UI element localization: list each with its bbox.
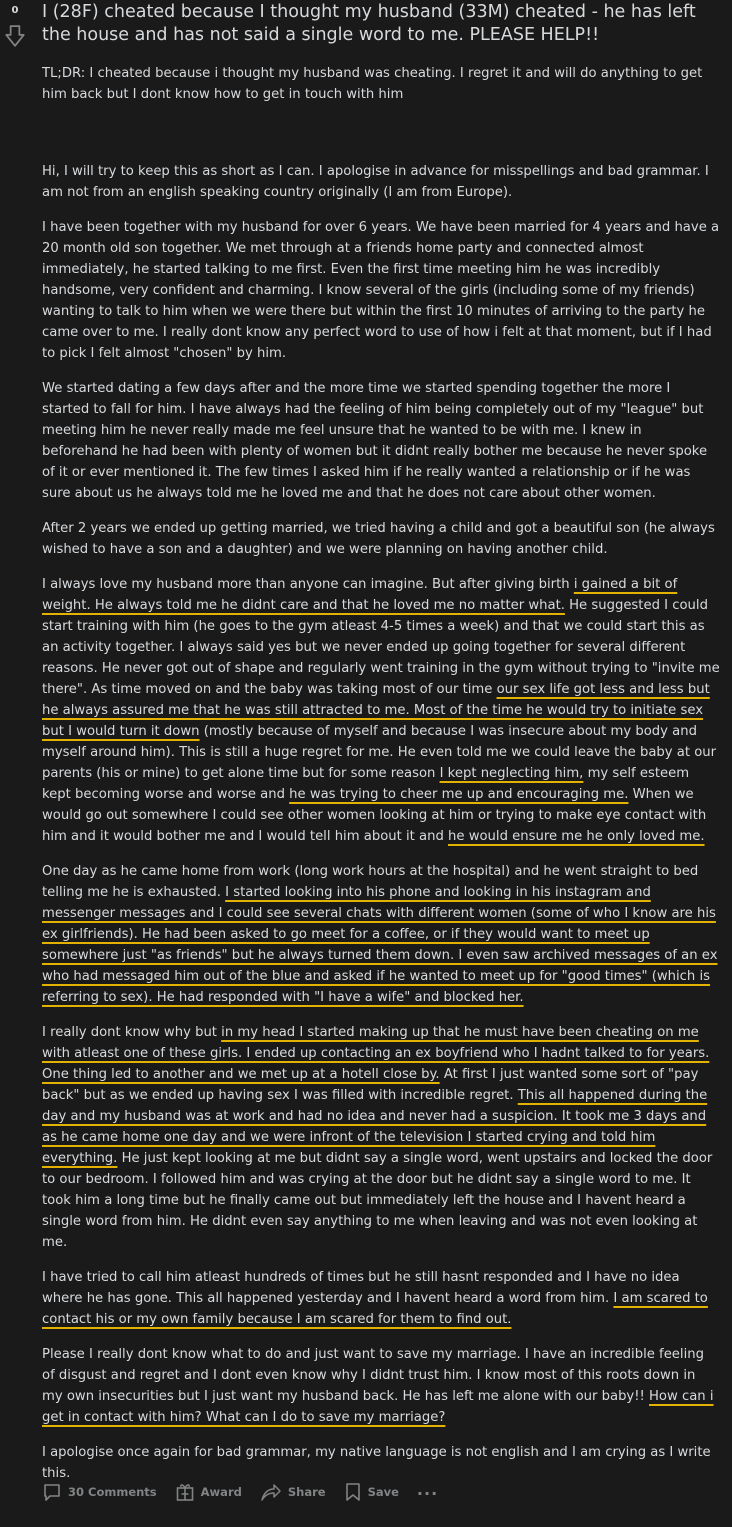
highlighted-text[interactable]: I kept neglecting him, [439, 766, 584, 781]
downvote-icon[interactable] [4, 24, 26, 48]
award-label: Award [200, 1485, 242, 1499]
body-paragraph [42, 378, 720, 504]
body-text: One day as he came home from work (long work hours at the hospital) and he went straight to bed telling me he is exhausted. [42, 864, 699, 900]
body-text: I really dont know why but [42, 1025, 222, 1040]
post-title[interactable]: I (28F) cheated because I thought my husband (33M) cheated - he has left the house and has not said a single word to me. PLEASE HELP!! [42, 2, 696, 45]
body-text: I apologise once again for bad grammar, my native language is not english and I am crying as I write this. [42, 1445, 711, 1481]
body-text: He suggested I could start training with him (he goes to the gym atleast 4-5 times a week) and that we could start this as an activity together. I always said yes but we never ended up going together for several different reasons. He never got out of shape and regularly went training in the gym without trying to "invite me there". As time moved on and the baby was taking most of our time [42, 598, 720, 697]
save-label: Save [367, 1485, 399, 1499]
body-paragraph [42, 161, 720, 203]
body-text: After 2 years we ended up getting married, we tried having a child and got a beautiful son (he always wished to have a son and a daughter) and we were planning on having another child. [42, 521, 715, 557]
comment-icon [42, 1482, 62, 1502]
vote-column [0, 4, 30, 48]
highlighted-text[interactable]: This all happened during the day and my husband was at work and had no idea and never had a suspicion. It took me 3 days and as he came home one day and we were infront of the television I started crying and told him everything. [42, 1088, 708, 1166]
share-label: Share [287, 1485, 326, 1499]
body-text: my self esteem kept becoming worse and worse and [42, 766, 690, 802]
body-text: He just kept looking at me but didnt say a single word, went upstairs and locked the door to our bedroom. I followed him and was crying at the door but he didnt say a single word to me. It took him a long time but he finally came out but immediately left the house and I havent heard a single word from him. He didnt even say anything to me when leaving and was not even looking at me. [42, 1151, 713, 1250]
body-paragraph [42, 1022, 720, 1253]
body-text: (mostly because of myself and because I was insecure about my body and myself around him). This is still a huge regret for me. He even told me we could leave the baby at our parents (his or mine) to get alone time but for some reason [42, 724, 717, 781]
body-text: I have tried to call him atleast hundreds of times but he still hasnt responded and I have no idea where he has gone. This all happened yesterday and I havent heard a word from him. [42, 1270, 680, 1306]
highlighted-text[interactable]: i gained a bit of weight. He always told me he didnt care and that he loved me no matter what. [42, 577, 678, 613]
post-actions-bar [42, 1478, 456, 1506]
body-text: Hi, I will try to keep this as short as I can. I apologise in advance for misspellings and bad grammar. I am not from an english speaking country originally (I am from Europe). [42, 164, 709, 200]
vote-score: 0 [11, 5, 19, 16]
comments-button[interactable] [42, 1482, 157, 1502]
highlighted-text[interactable]: in my head I started making up that he must have been cheating on me with atleast one of these girls. I ended up contacting an ex boyfriend who I hadnt talked to for years. One thing led to another and we met up at a hotell close by. [42, 1025, 710, 1082]
save-icon [344, 1482, 362, 1502]
post-body [42, 63, 720, 1498]
share-icon [260, 1482, 282, 1502]
body-text: I have been together with my husband for over 6 years. We have been married for 4 years and have a 20 month old son together. We met through at a friends home party and connected almost immediately, he started talking to me first. Even the first time meeting him he was incredibly handsome, very confident and charming. I know several of the girls (including some of my friends) wanting to talk to him when we were there but within the first 10 minutes of arriving to the party he came over to me. I really dont know any perfect word to use of how i felt at that moment, but if I had to pick I felt almost "chosen" by him. [42, 220, 720, 361]
award-button[interactable] [175, 1482, 242, 1502]
highlighted-text[interactable]: our sex life got less and less but he always assured me that he was still attracted to me. Most of the time he would try to initiate sex but I would turn it down [42, 682, 710, 739]
save-button[interactable] [344, 1482, 399, 1502]
more-options-button[interactable] [417, 1480, 438, 1499]
body-paragraph [42, 217, 720, 364]
post-paragraphs [42, 161, 720, 1484]
body-text: Please I really dont know what to do and just want to save my marriage. I have an incredible feeling of disgust and regret and I dont even know why I didnt trust him. I know most of this roots down in my own insecurities but I just want my husband back. He has left me alone with our baby!! [42, 1347, 704, 1404]
share-button[interactable] [260, 1482, 326, 1502]
body-paragraph [42, 518, 720, 560]
body-paragraph [42, 574, 720, 847]
highlighted-text[interactable]: I am scared to contact his or my own family because I am scared for them to find out. [42, 1291, 708, 1327]
highlighted-text[interactable]: he was trying to cheer me up and encouraging me. [289, 787, 629, 802]
more-icon: ... [416, 1479, 439, 1499]
tldr-paragraph: TL;DR: I cheated because i thought my husband was cheating. I regret it and will do anything to get him back but I dont know how to get in touch with him [42, 66, 703, 102]
body-text: We started dating a few days after and the more time we started spending together the more I started to fall for him. I have always had the feeling of him being completely out of my "league" but meeting him he never really made me feel unsure that he wanted to be with me. I knew in beforehand he had been with plenty of women but it didnt really bother me because he never spoke of it or ever mentioned it. The few times I asked him if he really wanted a relationship or if he was sure about us he always told me he loved me and that he does not care about other women. [42, 381, 708, 501]
highlighted-text[interactable]: I started looking into his phone and looking in his instagram and messenger messages and I could see several chats with different women (some of who I know are his ex girlfriends). He had been asked to go meet for a coffee, or if they would want to meet up somewhere just "as friends" but he always turned them down. I even saw archived messages of an ex who had messaged him out of the blue and asked if he wanted to meet up for "good times" (which is referring to sex). He had responded with "I have a wife" and blocked her. [42, 885, 718, 1005]
comments-label: 30 Comments [68, 1485, 157, 1499]
highlighted-text[interactable]: How can i get in contact with him? What can I do to save my marriage? [42, 1389, 714, 1425]
body-text: At first I just wanted some sort of "pay back" but as we ended up having sex I was filled with incredible regret. [42, 1067, 699, 1103]
body-paragraph [42, 861, 720, 1008]
highlighted-text[interactable]: he would ensure me he only loved me. [448, 829, 705, 844]
body-text: I always love my husband more than anyone can imagine. But after giving birth [42, 577, 574, 592]
body-paragraph [42, 1267, 720, 1330]
body-paragraph [42, 1344, 720, 1428]
body-text: When we would go out somewhere I could see other women looking at him or trying to make eye contact with him and it would bother me and I would tell him about it and [42, 787, 707, 844]
award-icon [175, 1482, 195, 1502]
